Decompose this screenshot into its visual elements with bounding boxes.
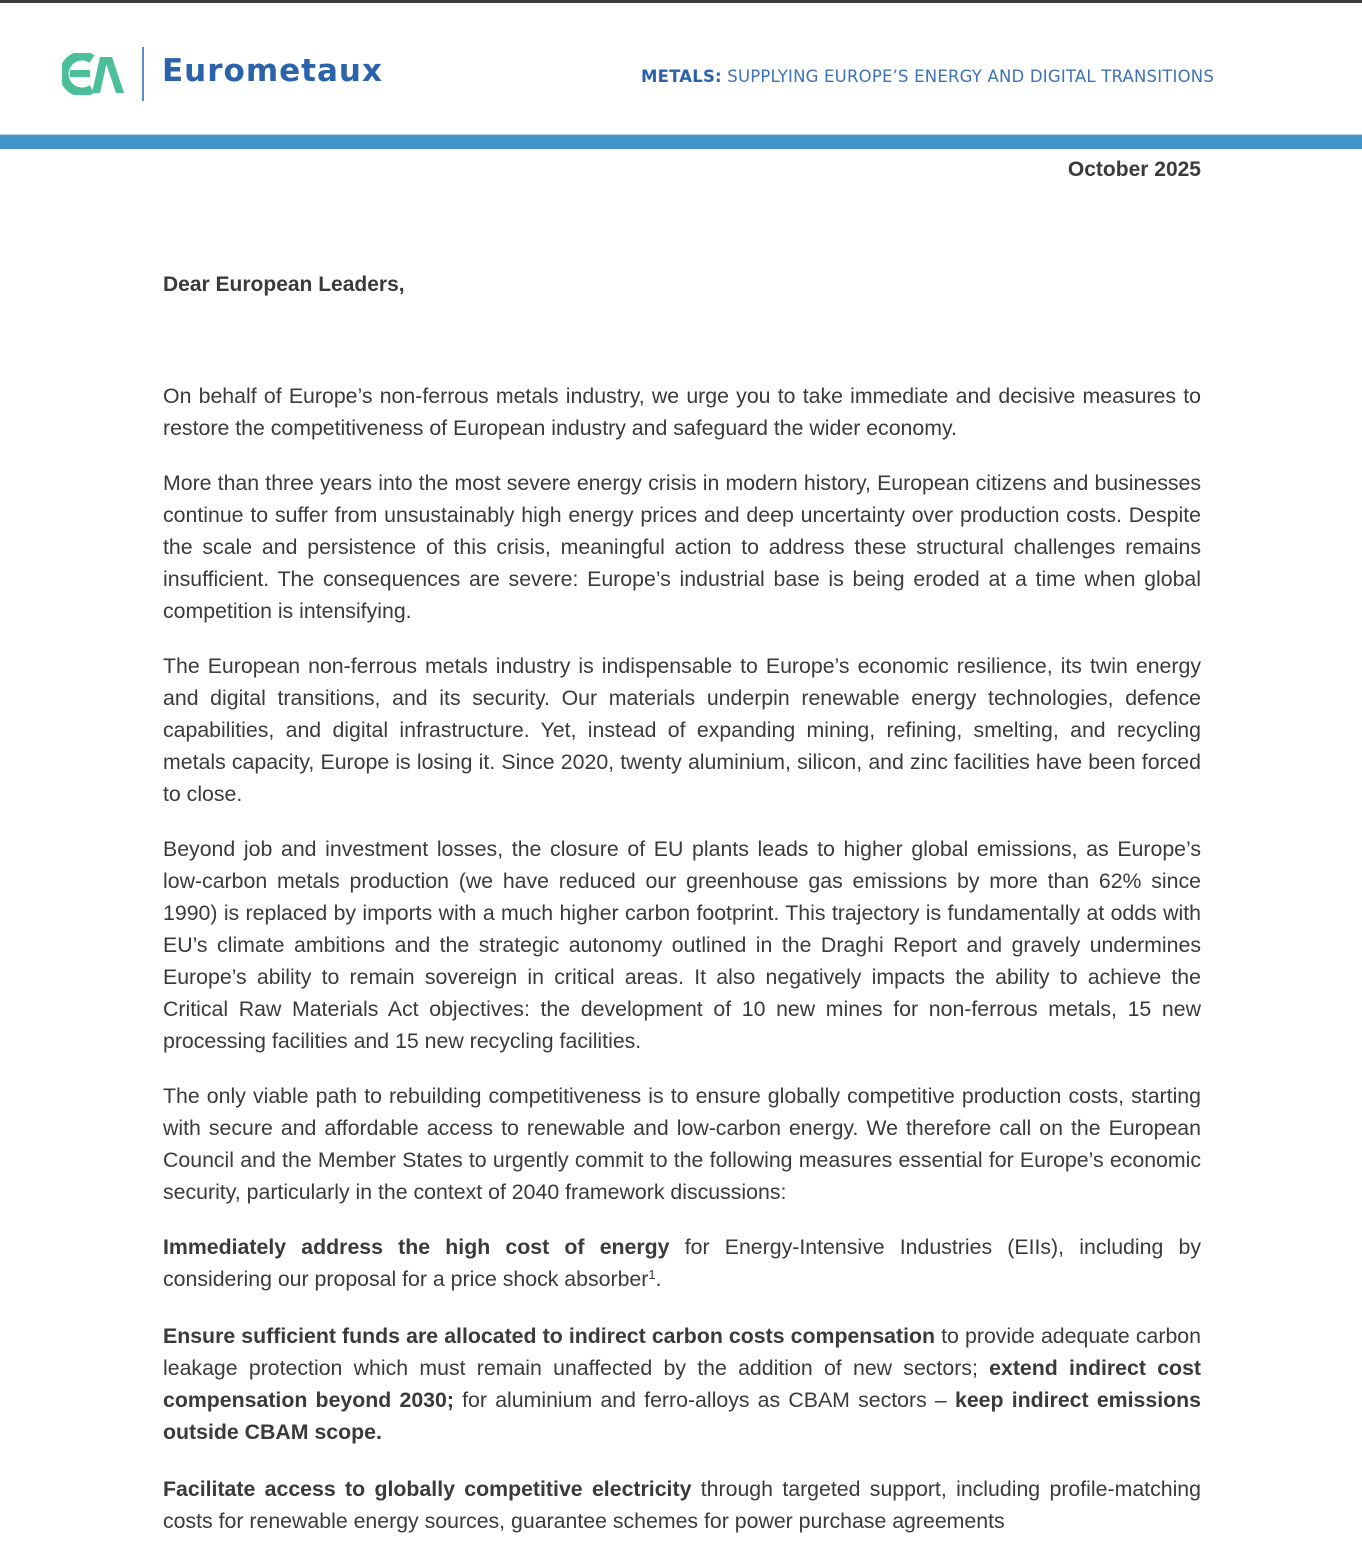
measure-energy-cost-end: . (655, 1267, 662, 1291)
header-bar (0, 135, 1362, 149)
paragraph-intro: On behalf of Europe’s non-ferrous metals industry, we urge you to take immediate and decisive measures to restore the competitiveness of European industry and safeguard the wider economy. (163, 384, 1201, 440)
tagline (641, 67, 1214, 86)
measure-energy-cost-text: for Energy-Intensive Industries (EIIs), including by considering our proposal for a price shock absorber (163, 1235, 1201, 1291)
tagline-rest: SUPPLYING EUROPE’S ENERGY AND DIGITAL TRANSITIONS (721, 67, 1215, 86)
letter-date: October 2025 (1067, 158, 1201, 181)
eurometaux-monogram-icon (62, 53, 126, 95)
brand-name: Eurometaux (162, 53, 383, 89)
measure-indirect-costs-bold: Ensure sufficient funds are allocated to indirect carbon costs compensation (163, 1324, 936, 1348)
measure-indirect-costs-bold3: keep indirect emissions outside CBAM scope. (163, 1388, 1201, 1444)
measure-energy-cost-bold: Immediately address the high cost of energy (163, 1235, 670, 1259)
measure-indirect-costs-text: to provide adequate carbon leakage protection which must remain unaffected by the addition of new sectors; (163, 1324, 1201, 1380)
letter-body (163, 380, 1201, 1560)
logo-divider (142, 47, 144, 101)
measure-electricity-access (163, 1473, 1201, 1537)
paragraph-industry-importance: The European non-ferrous metals industry is indispensable to Europe’s economic resilience, its twin energy and digital transitions, and its security. Our materials underpin renewable energy technologies, defence capabilities, and digital infrastructure. Yet, instead of expanding mining, refining, smelting, and recycling metals capacity, Europe is losing it. Since 2020, twenty aluminium, silicon, and zinc facilities have been forced to close. (163, 654, 1201, 806)
paragraph-call-to-action: The only viable path to rebuilding competitiveness is to ensure globally competitive production costs, starting with secure and affordable access to renewable and low-carbon energy. We therefore call on the European Council and the Member States to urgently commit to the following measures essential for Europe’s economic security, particularly in the context of 2040 framework discussions: (163, 1084, 1201, 1204)
paragraph-energy-crisis: More than three years into the most severe energy crisis in modern history, European citizens and businesses continue to suffer from unsustainably high energy prices and deep uncertainty over production costs. Despite the scale and persistence of this crisis, meaningful action to address these structural challenges remains insufficient. The consequences are severe: Europe’s industrial base is being eroded at a time when global competition is intensifying. (163, 471, 1201, 623)
footnote-ref[interactable]: 1 (648, 1267, 656, 1282)
salutation: Dear European Leaders, (163, 273, 405, 296)
measure-energy-cost (163, 1231, 1201, 1295)
measure-electricity-access-bold: Facilitate access to globally competitive electricity (163, 1477, 692, 1501)
measure-indirect-costs-text2: for aluminium and ferro-alloys as CBAM sectors – (453, 1388, 955, 1412)
measure-indirect-costs-bold2: extend indirect cost compensation beyond 2030; (163, 1356, 1201, 1412)
paragraph-emissions: Beyond job and investment losses, the closure of EU plants leads to higher global emissions, as Europe’s low-carbon metals production (we have reduced our greenhouse gas emissions by more than 62% since 1990) is replaced by imports with a much higher carbon footprint. This trajectory is fundamentally at odds with EU’s climate ambitions and the strategic autonomy outlined in the Draghi Report and gravely undermines Europe’s ability to remain sovereign in critical areas. It also negatively impacts the ability to achieve the Critical Raw Materials Act objectives: the development of 10 new mines for non-ferrous metals, 15 new processing facilities and 15 new recycling facilities. (163, 837, 1201, 1053)
measure-electricity-access-text: through targeted support, including profile-matching costs for renewable energy sources, guarantee schemes for power purchase agreements (163, 1477, 1201, 1533)
measure-indirect-costs (163, 1320, 1201, 1448)
letterhead (0, 3, 1362, 135)
tagline-bold: METALS: (641, 67, 722, 86)
